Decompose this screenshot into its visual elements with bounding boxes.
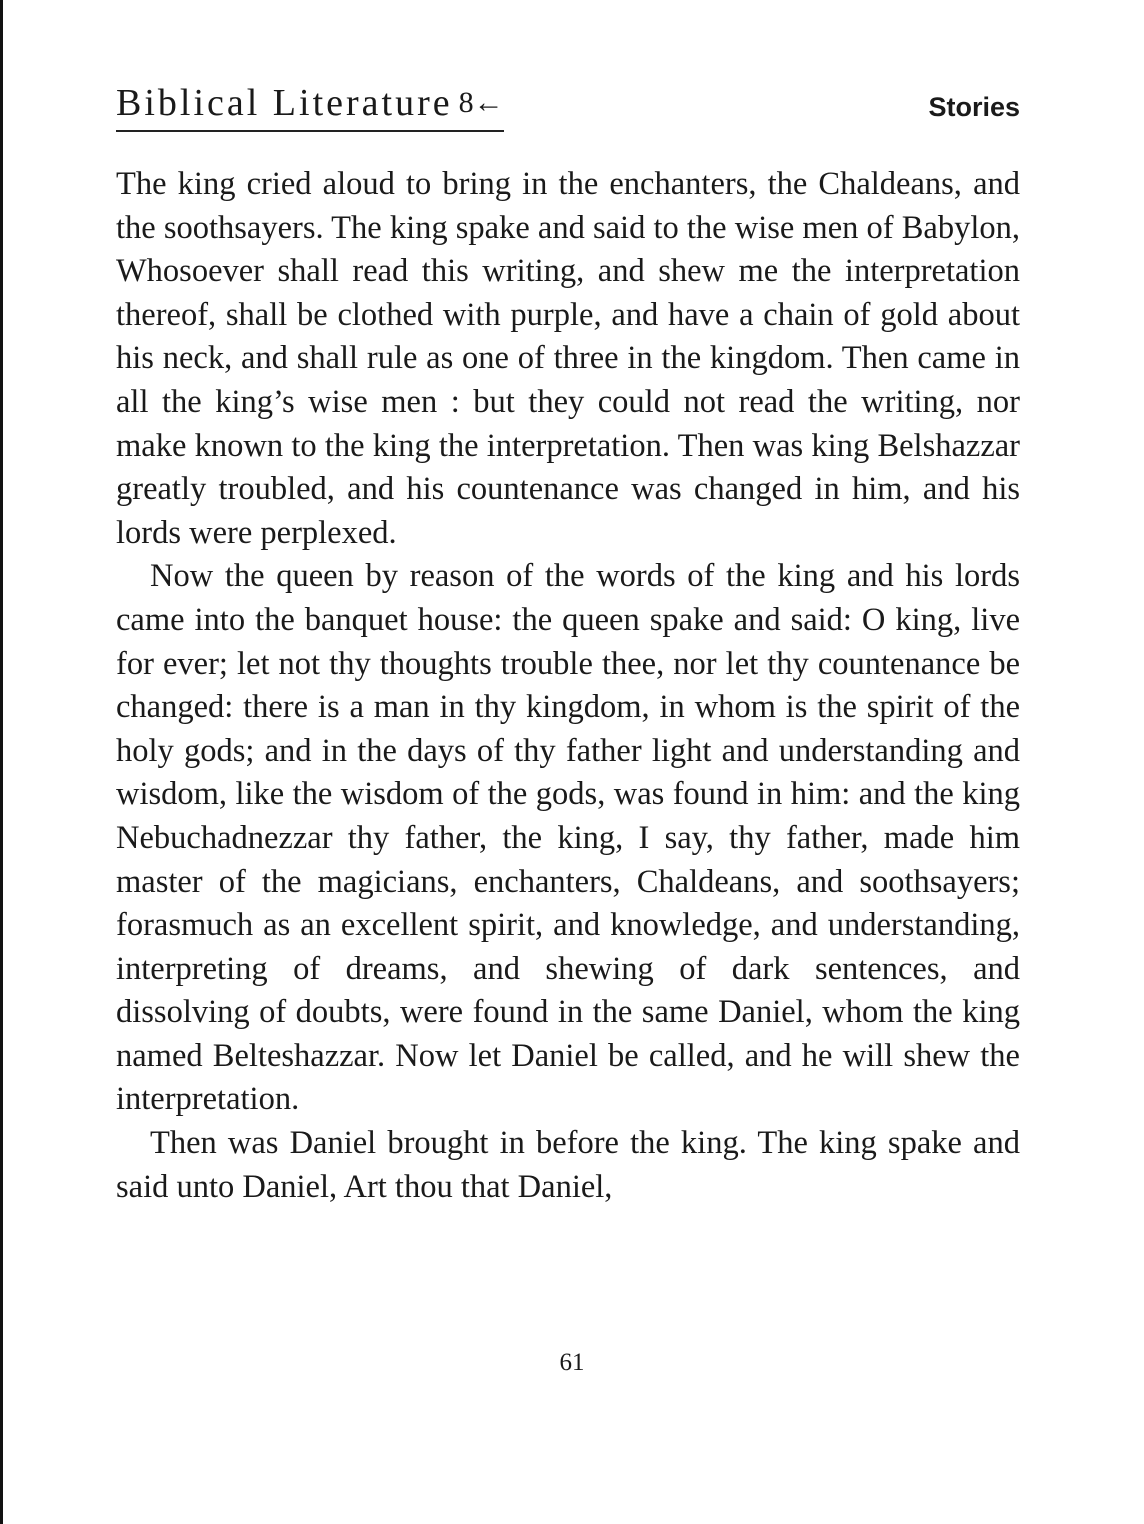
paragraph: The king cried aloud to bring in the enchanters, the Chaldeans, and the soothsayers. The king spake and said to the wise men of Babylon, Whosoever shall read this writing, and shew me the interpretation thereof, shall be clothed with purple, and have a chain of gold about his neck, and shall rule as one of three in the kingdom. Then came in all the king’s wise men : but they could not read the writing, nor make known to the king the interpretation. Then was king Belshazzar greatly troubled, and his countenance was changed in him, and his lords were perplexed. bbox=[116, 166, 1020, 551]
body-text bbox=[116, 163, 1020, 1209]
running-title-text: Biblical Literature bbox=[116, 82, 453, 124]
paragraph: Then was Daniel brought in before the king. The king spake and said unto Daniel, Art thou that Daniel, bbox=[116, 1125, 1020, 1205]
fleuron-icon: 8← bbox=[458, 86, 504, 119]
page-number: 61 bbox=[559, 1349, 585, 1376]
scan-edge bbox=[0, 0, 3, 1524]
section-label: Stories bbox=[928, 92, 1020, 122]
page-header bbox=[116, 80, 1020, 140]
paragraph: Now the queen by reason of the words of the king and his lords came into the banquet house: the queen spake and said: O king, live for ever; let not thy thoughts trouble thee, nor let thy countenance be changed: there is a man in thy kingdom, in whom is the spirit of the holy gods; and in the days of thy father light and understanding and wisdom, like the wisdom of the gods, was found in him: and the king Nebuchadnezzar thy father, the king, I say, thy father, made him master of the magicians, enchanters, Chaldeans, and soothsayers; forasmuch as an excellent spirit, and knowledge, and understanding, interpreting of dreams, and shewing of dark sentences, and dissolving of doubts, were found in the same Daniel, whom the king named Belteshazzar. Now let Daniel be called, and he will shew the interpretation. bbox=[116, 558, 1020, 1118]
running-title bbox=[116, 84, 504, 132]
